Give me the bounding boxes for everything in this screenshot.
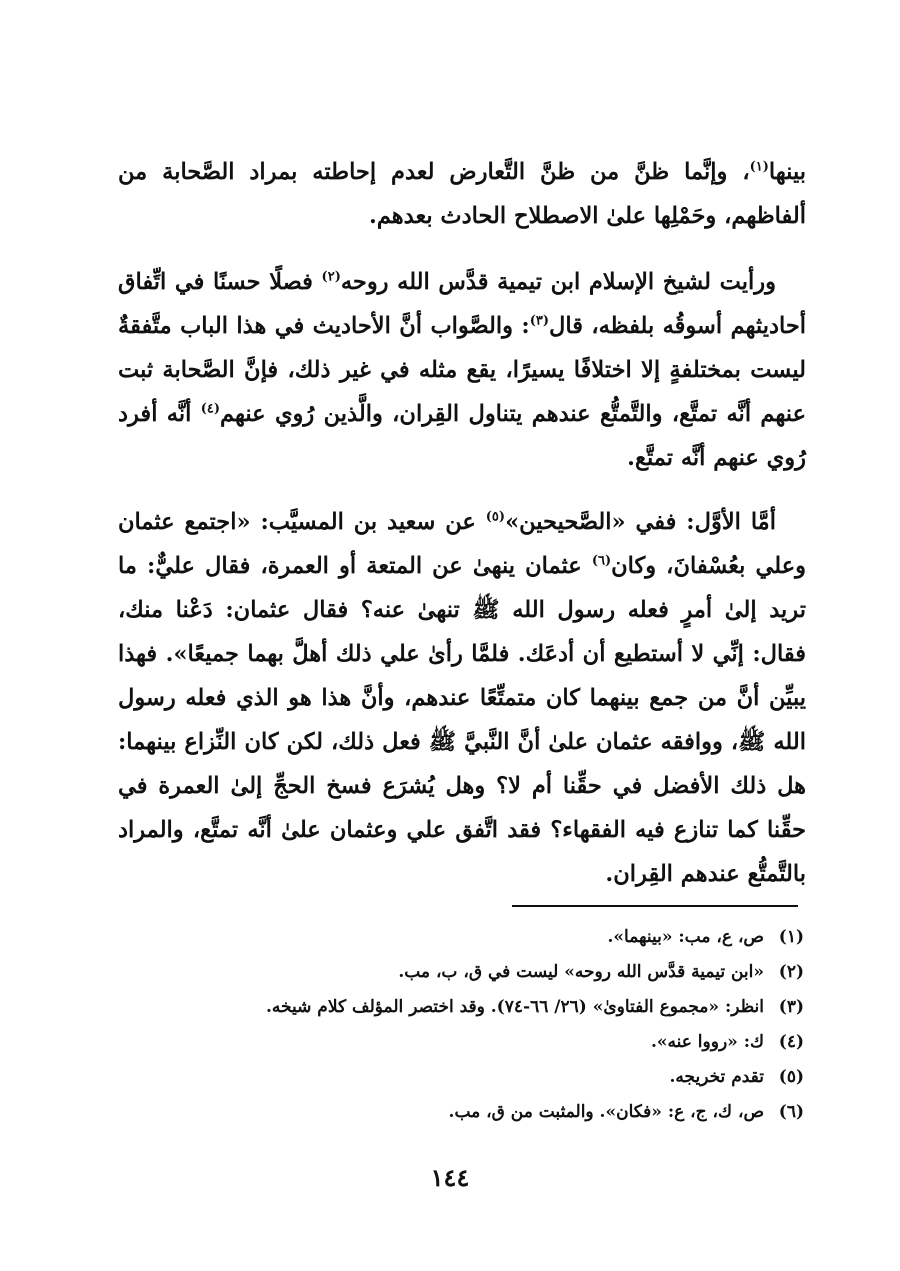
footnote-item (118, 1095, 804, 1130)
footnote-item (118, 920, 804, 955)
footnote-number: (٤) (778, 1032, 804, 1052)
page-number: ١٤٤ (430, 1163, 470, 1192)
text-segment: عن سعيد بن المسيَّب: «اجتمع عثمان وعلي بعُسْفانَ، وكان (118, 509, 806, 579)
text-segment: فصلًا حسنًا في اتِّفاق أحاديثهم أسوقُه بلفظه، قال (118, 269, 806, 339)
text-segment: عثمان ينهىٰ عن المتعة أو العمرة، فقال عليٌّ: ما تريد إلىٰ أمرٍ فعله رسول الله ﷺ تنهىٰ عنه؟ فقال عثمان: دَعْنا منك، فقال: إنِّي لا أستطيع أن أدعَك. فلمَّا رأىٰ علي ذلك أهلَّ بهما جميعًا». فهذا يبيِّن أنَّ من جمع بينهما كان متمتِّعًا عندهم، وأنَّ هذا هو الذي فعله رسول الله ﷺ، ووافقه عثمان علىٰ أنَّ النَّبيَّ ﷺ فعل ذلك، لكن كان النِّزاع بينهما: هل ذلك الأفضل في حقِّنا أم لا؟ وهل يُشرَع فسخ الحجِّ إلىٰ العمرة في حقِّنا كما تنازع فيه الفقهاء؟ فقد اتَّفق علي وعثمان علىٰ أنَّه تمتَّع، والمراد بالتَّمتُّع عندهم القِران. (118, 553, 806, 887)
footnote-text: «ابن تيمية قدَّس الله روحه» ليست في ق، ب، مب. (398, 962, 764, 982)
text-segment: أنَّه أفرد رُوي عنهم أنَّه تمتَّع. (118, 401, 806, 471)
footnote-number: (٢) (778, 962, 804, 982)
paragraph-1 (118, 150, 806, 238)
footnote-ref[interactable]: (١) (749, 159, 769, 175)
footnote-number: (٦) (778, 1102, 804, 1122)
footnote-ref[interactable]: (٤) (200, 401, 221, 417)
footnote-item (118, 1060, 804, 1095)
footnote-ref[interactable]: (٣) (529, 313, 549, 329)
footnote-text: انظر: «مجموع الفتاوىٰ» (٢٦/ ٦٦-٧٤). وقد اختصر المؤلف كلام شيخه. (266, 997, 764, 1017)
text-segment: أمَّا الأوَّل: ففي «الصَّحيحين» (505, 509, 776, 535)
footnote-text: ص، ع، مب: «بينهما». (607, 927, 764, 947)
text-segment: بينها (768, 159, 806, 185)
footnotes (118, 920, 804, 1130)
footnote-item (118, 1025, 804, 1060)
footnote-separator (512, 905, 798, 907)
paragraph-3 (118, 500, 806, 896)
footnote-ref[interactable]: (٦) (591, 553, 612, 569)
text-segment: ، وإنَّما ظنَّ من ظنَّ التَّعارض لعدم إحاطته بمراد الصَّحابة من ألفاظهم، وحَمْلِها علىٰ الاصطلاح الحادث بعدهم. (118, 159, 806, 229)
footnote-number: (١) (778, 927, 804, 947)
footnote-text: ص، ك، ج، ع: «فكان». والمثبت من ق، مب. (448, 1102, 764, 1122)
footnote-text: ك: «رووا عنه». (650, 1032, 764, 1052)
footnote-number: (٥) (778, 1067, 804, 1087)
text-segment: ورأيت لشيخ الإسلام ابن تيمية قدَّس الله روحه (340, 269, 777, 295)
footnote-ref[interactable]: (٥) (485, 509, 506, 525)
footnote-item (118, 990, 804, 1025)
paragraph-2 (118, 260, 806, 480)
text-segment: : والصَّواب أنَّ الأحاديث في هذا الباب متَّفقةٌ ليست بمختلفةٍ إلا اختلافًا يسيرًا، يقع مثله في غير ذلك، فإنَّ الصَّحابة ثبت عنهم أنَّه تمتَّع، والتَّمتُّع عندهم يتناول القِران، والَّذين رُوي عنهم (118, 313, 806, 427)
footnote-text: تقدم تخريجه. (669, 1067, 764, 1087)
footnote-item (118, 955, 804, 990)
footnote-ref[interactable]: (٢) (321, 269, 341, 285)
footnote-number: (٣) (778, 997, 804, 1017)
